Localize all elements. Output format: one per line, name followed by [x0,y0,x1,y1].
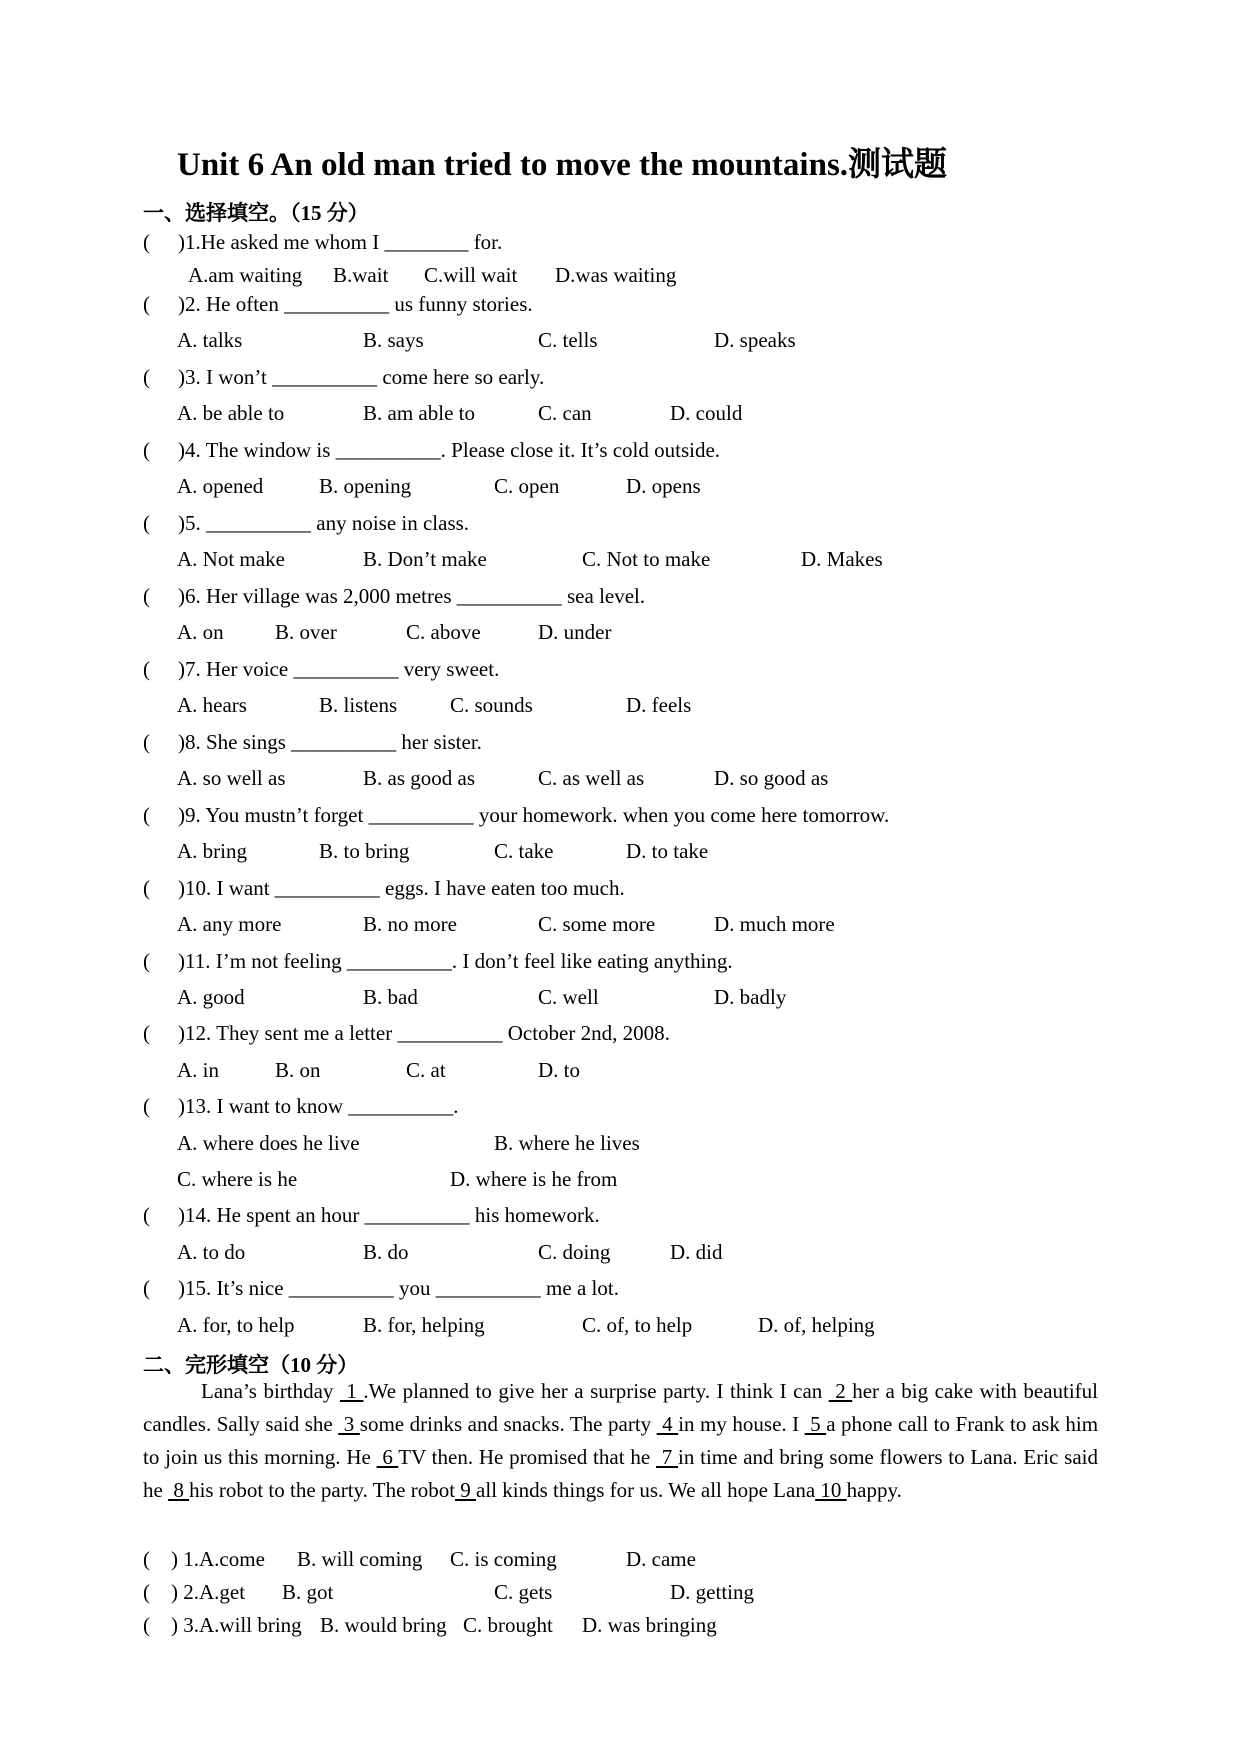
option-b: B. over [275,620,337,644]
question-stem: )6. Her village was 2,000 metres __________ sea level. [178,584,646,608]
passage-text: in my house. I [678,1412,805,1436]
option-c: C.will wait [424,263,518,287]
cloze-passage [143,1375,1098,1507]
option-c: C. where is he [177,1167,298,1191]
question-stem: )5. __________ any noise in class. [178,511,470,535]
option-d: D. opens [626,474,701,498]
passage-text: a phone call to Frank to ask him to join us this morning. He [143,1412,1099,1469]
question-1 [143,229,502,255]
option-d: D. to [538,1058,580,1082]
answer-paren: ( [143,1094,150,1118]
question-stem: )7. Her voice __________ very sweet. [178,657,500,681]
passage-text: all kinds things for us. We all hope Lana [476,1478,816,1502]
option-d: D. under [538,620,612,644]
option-c: C. doing [538,1240,611,1264]
cloze-option-d: D. was bringing [582,1613,717,1637]
option-b: B.wait [333,263,389,287]
question-stem: )11. I’m not feeling __________. I don’t feel like eating anything. [178,949,733,973]
blank-3: 3 [338,1412,360,1436]
question-stem: )4. The window is __________. Please close it. It’s cold outside. [178,438,721,462]
question-10 [143,875,625,901]
passage-text: some drinks and snacks. The party [359,1412,657,1436]
option-b: B. no more [363,912,457,936]
option-a: A. Not make [177,547,285,571]
blank-7: 7 [655,1445,678,1469]
option-c: C. of, to help [582,1313,693,1337]
option-a: A. good [177,985,245,1009]
option-d: D. where is he from [450,1167,618,1191]
question-stem: )2. He often __________ us funny stories. [178,292,533,316]
answer-paren: ( [143,1613,150,1637]
answer-paren: ( [143,1547,150,1571]
option-b: B. opening [319,474,412,498]
answer-paren: ( [143,292,150,316]
option-b: B. for, helping [363,1313,485,1337]
blank-6: 6 [376,1445,399,1469]
passage-text: his robot to the party. The robot [189,1478,456,1502]
passage-text: her a big cake with beautiful candles. Sally said she [143,1379,1099,1436]
option-a: A. where does he live [177,1131,360,1155]
cloze-option-b: B. would bring [320,1613,447,1637]
cloze-option-c: C. gets [494,1580,553,1604]
option-c: C. Not to make [582,547,711,571]
option-a: A. in [177,1058,219,1082]
question-5 [143,510,469,536]
option-d: D. feels [626,693,692,717]
answer-paren: ( [143,1203,150,1227]
blank-10: 10 [815,1478,847,1502]
question-3 [143,364,544,390]
passage-text: in time and bring some flowers to Lana. Eric said he [143,1445,1098,1502]
option-a: A. for, to help [177,1313,295,1337]
option-b: B. on [275,1058,321,1082]
option-b: B. to bring [319,839,410,863]
option-d: D. so good as [714,766,829,790]
cloze-option-d: D. getting [670,1580,754,1604]
option-b: B. listens [319,693,398,717]
option-c: C. open [494,474,560,498]
answer-paren: ( [143,1021,150,1045]
option-c: C. at [406,1058,446,1082]
answer-paren: ( [143,657,150,681]
question-stem: )1.He asked me whom I ________ for. [178,230,503,254]
option-a: A. opened [177,474,264,498]
option-b: B. says [363,328,424,352]
question-15 [143,1275,619,1301]
question-11 [143,948,733,974]
blank-1: 1 [339,1379,364,1403]
question-stem: )9. You mustn’t forget __________ your homework. when you come here tomorrow. [178,803,890,827]
option-a: A. on [177,620,224,644]
cloze-option-a: ) 1.A.come [171,1547,265,1571]
blank-9: 9 [455,1478,477,1502]
option-d: D. Makes [801,547,883,571]
option-c: C. can [538,401,592,425]
passage-text: Lana’s birthday [201,1379,340,1403]
section-2-heading: 二、完形填空（10 分） [143,1353,359,1377]
cloze-option-a: ) 2.A.get [171,1580,246,1604]
blank-2: 2 [828,1379,853,1403]
answer-paren: ( [143,1580,150,1604]
answer-paren: ( [143,511,150,535]
option-d: D. of, helping [758,1313,875,1337]
cloze-option-c: C. brought [463,1613,553,1637]
option-c: C. take [494,839,554,863]
answer-paren: ( [143,949,150,973]
question-8 [143,729,482,755]
blank-4: 4 [656,1412,679,1436]
blank-8: 8 [168,1478,190,1502]
answer-paren: ( [143,803,150,827]
option-b: B. bad [363,985,418,1009]
option-b: B. am able to [363,401,475,425]
answer-paren: ( [143,365,150,389]
option-c: C. some more [538,912,656,936]
blank-5: 5 [804,1412,827,1436]
option-a: A. talks [177,328,243,352]
option-b: B. as good as [363,766,475,790]
section-1-heading: 一、选择填空。（15 分） [143,201,369,225]
cloze-option-c: C. is coming [450,1547,557,1571]
cloze-option-a: ) 3.A.will bring [171,1613,302,1637]
question-stem: )12. They sent me a letter __________ October 2nd, 2008. [178,1021,670,1045]
question-12 [143,1020,670,1046]
question-9 [143,802,889,828]
option-d: D. could [670,401,743,425]
question-7 [143,656,499,682]
option-d: D. to take [626,839,709,863]
question-6 [143,583,645,609]
answer-paren: ( [143,230,150,254]
question-4 [143,437,720,463]
option-a: A. hears [177,693,247,717]
option-a: A. to do [177,1240,246,1264]
option-c: C. above [406,620,481,644]
question-13 [143,1093,459,1119]
question-2 [143,291,533,317]
option-c: C. well [538,985,599,1009]
option-a: A. any more [177,912,282,936]
option-c: C. tells [538,328,598,352]
question-stem: )3. I won’t __________ come here so early. [178,365,545,389]
option-a: A. so well as [177,766,286,790]
passage-text: .We planned to give her a surprise party. I think I can [363,1379,829,1403]
option-a: A.am waiting [188,263,303,287]
option-c: C. as well as [538,766,645,790]
option-d: D. speaks [714,328,796,352]
option-d: D. much more [714,912,835,936]
question-stem: )13. I want to know __________. [178,1094,459,1118]
option-d: D.was waiting [555,263,677,287]
option-a: A. bring [177,839,247,863]
cloze-option-b: B. got [282,1580,334,1604]
answer-paren: ( [143,1276,150,1300]
passage-text: TV then. He promised that he [398,1445,656,1469]
option-d: D. badly [714,985,787,1009]
option-b: B. do [363,1240,409,1264]
option-a: A. be able to [177,401,285,425]
cloze-option-b: B. will coming [297,1547,423,1571]
option-b: B. Don’t make [363,547,487,571]
option-d: D. did [670,1240,723,1264]
option-b: B. where he lives [494,1131,640,1155]
question-stem: )10. I want __________ eggs. I have eaten too much. [178,876,625,900]
answer-paren: ( [143,730,150,754]
question-14 [143,1202,600,1228]
passage-text: happy. [846,1478,902,1502]
cloze-option-d: D. came [626,1547,696,1571]
page-title: Unit 6 An old man tried to move the mountains.测试题 [177,147,948,183]
answer-paren: ( [143,584,150,608]
answer-paren: ( [143,876,150,900]
question-stem: )15. It’s nice __________ you __________ me a lot. [178,1276,619,1300]
question-stem: )8. She sings __________ her sister. [178,730,482,754]
answer-paren: ( [143,438,150,462]
option-c: C. sounds [450,693,533,717]
question-stem: )14. He spent an hour __________ his homework. [178,1203,600,1227]
